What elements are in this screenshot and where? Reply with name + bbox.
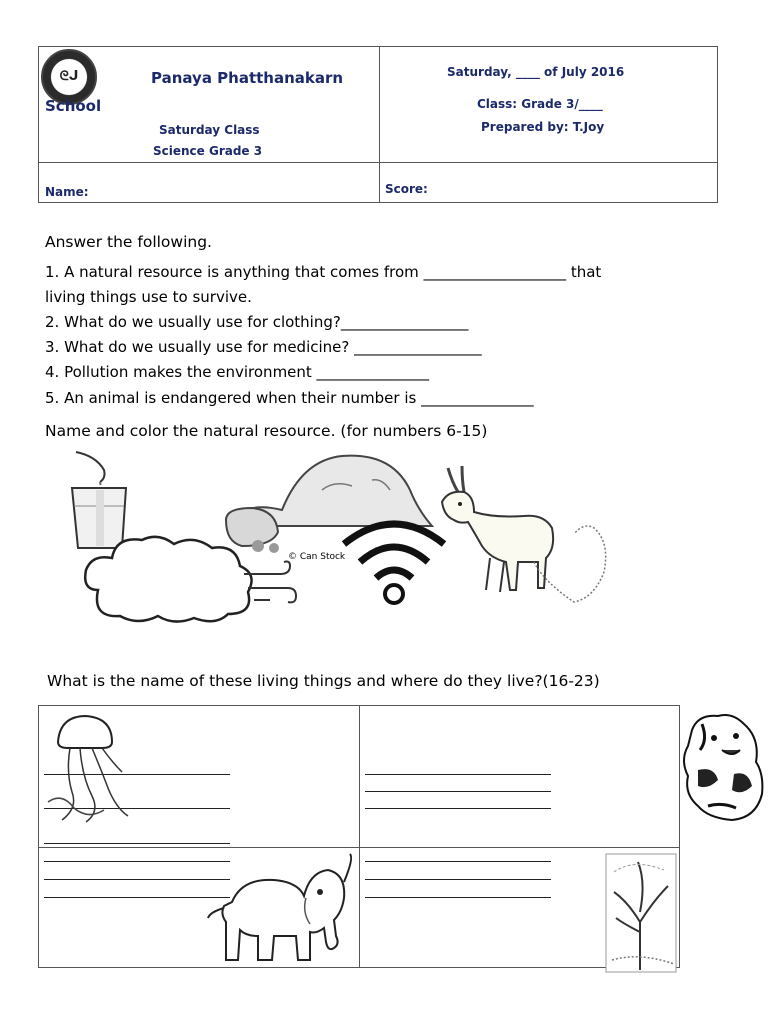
living-things-grid [38, 705, 680, 968]
question-1-cont: living things use to survive. [45, 288, 252, 306]
answer-line[interactable] [44, 843, 230, 844]
class-name: Saturday Class [159, 123, 260, 137]
grid-divider-vertical [359, 706, 360, 967]
answer-line[interactable] [365, 774, 551, 775]
section2-title: Name and color the natural resource. (for numbers 6-15) [45, 422, 488, 440]
header-divider-horizontal [39, 162, 717, 163]
stock-watermark: © Can Stock [288, 552, 346, 562]
wind-icon [240, 560, 300, 610]
answer-line[interactable] [365, 791, 551, 792]
question-5: 5. An animal is endangered when their number is _______________ [45, 389, 534, 407]
elephant-icon [202, 852, 358, 968]
cloud-icon [78, 530, 260, 626]
subject: Science Grade 3 [153, 144, 263, 158]
jellyfish-icon [42, 712, 134, 824]
name-label: Name: [45, 185, 89, 199]
bear-icon [678, 710, 766, 822]
question-1: 1. A natural resource is anything that comes from ___________________ that [45, 263, 602, 281]
answer-line[interactable] [365, 897, 551, 898]
school-logo-icon: ᘓ⁠ᒍ [41, 49, 97, 105]
answer-line[interactable] [365, 879, 551, 880]
date-line: Saturday, ____ of July 2016 [447, 65, 625, 79]
header-divider-vertical [379, 47, 380, 202]
grid-divider-horizontal [39, 847, 679, 848]
school-name-line2: School [45, 97, 102, 115]
section3-title: What is the name of these living things and where do they live?(16-23) [47, 672, 600, 690]
class-grade: Class: Grade 3/____ [477, 97, 603, 111]
answer-line[interactable] [365, 808, 551, 809]
goat-icon [434, 462, 612, 612]
question-3: 3. What do we usually use for medicine? _________________ [45, 338, 482, 356]
question-4: 4. Pollution makes the environment _______________ [45, 363, 430, 381]
question-2: 2. What do we usually use for clothing?_________________ [45, 313, 469, 331]
prepared-by: Prepared by: T.Joy [481, 120, 605, 134]
score-label: Score: [385, 182, 428, 196]
section1-title: Answer the following. [45, 233, 212, 251]
header-table [38, 46, 718, 203]
tree-icon [604, 852, 678, 974]
answer-line[interactable] [365, 861, 551, 862]
school-name: Panaya Phatthanakarn [151, 69, 344, 87]
